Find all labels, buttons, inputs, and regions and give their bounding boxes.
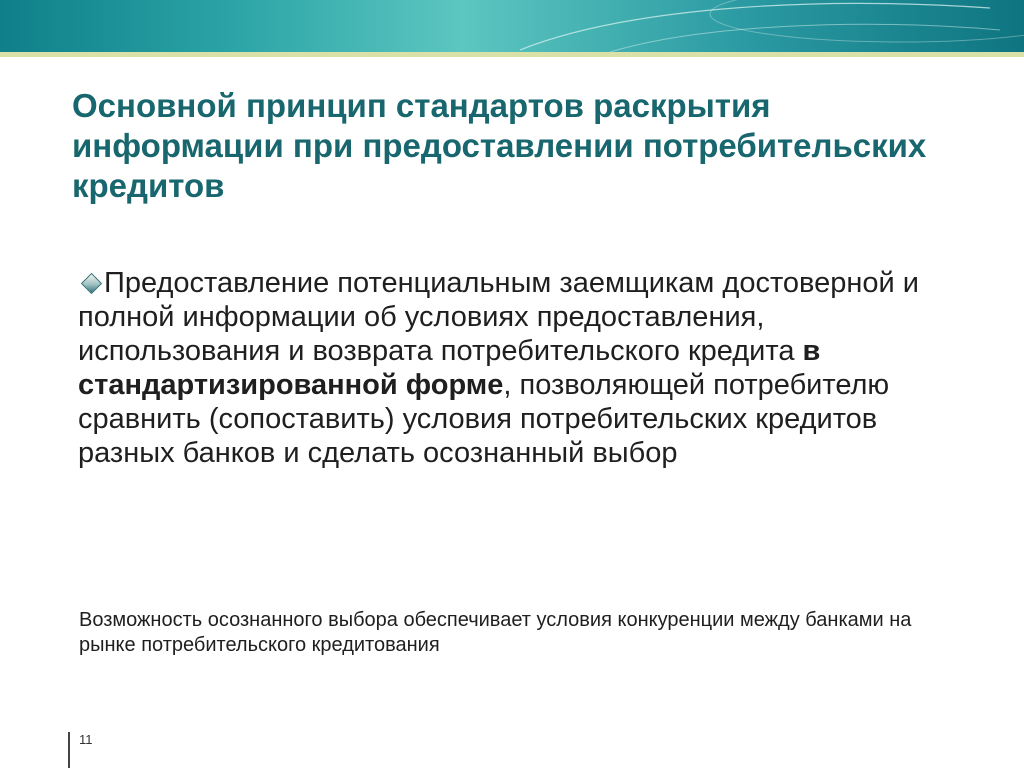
bullet-text-end: , позволяющей потребителю сравнить (сопоставить) условия потребительских кредитов разных банков и сделать осознанный выбор — [78, 369, 890, 469]
conclusion-note: Возможность осознанного выбора обеспечивает условия конкуренции между банками на рынке потребительского кредитования — [79, 609, 912, 656]
page-number: 11 — [79, 732, 93, 747]
banner-swirl-decoration — [0, 0, 1024, 52]
bullet-text-emphasis: в стандартизированной форме — [78, 335, 821, 401]
header-rule — [0, 52, 1024, 57]
header-banner — [0, 0, 1024, 52]
footer-divider — [68, 732, 70, 768]
main-bullet — [78, 266, 948, 470]
bullet-text-start: Предоставление потенциальным заемщикам достоверной и полной информации об условиях предоставления, использования и возврата потребительского кредита — [78, 267, 919, 367]
slide-title: Основной принцип стандартов раскрытия информации при предоставлении потребительских кредитов — [72, 87, 927, 204]
diamond-bullet-icon — [81, 273, 102, 294]
